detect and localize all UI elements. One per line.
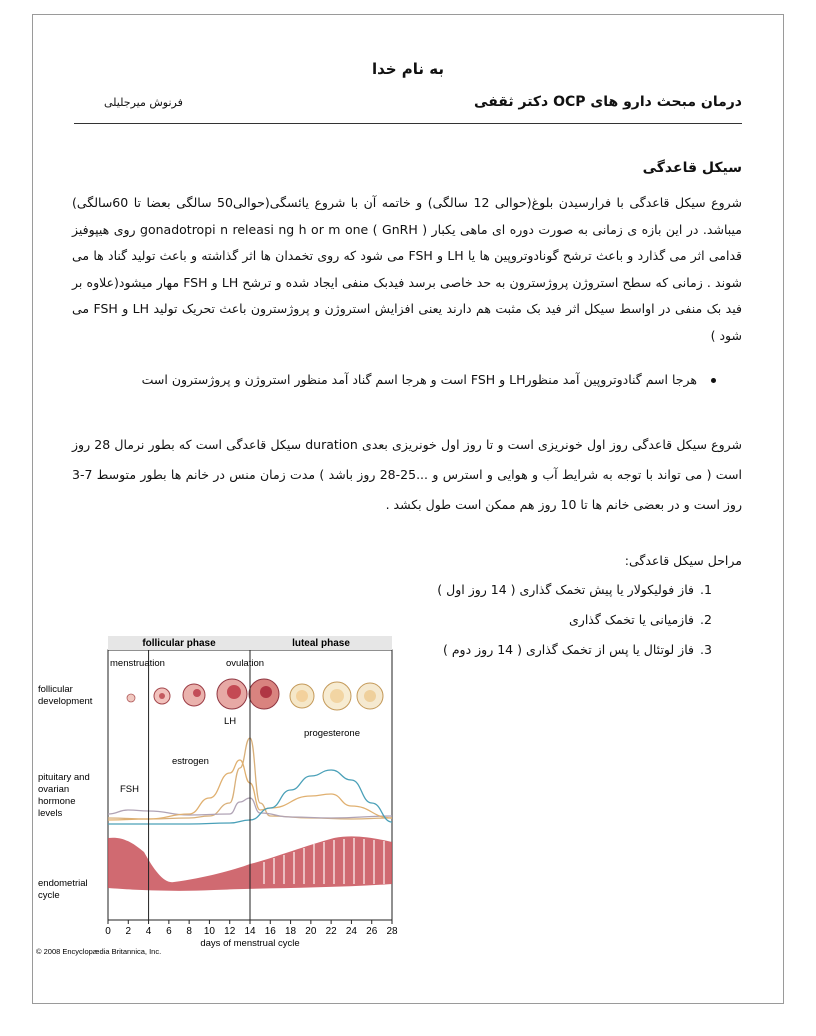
- x-tick-label: 8: [186, 926, 192, 937]
- paragraph-cycle-overview: شروع سیکل قاعدگی با فرارسیدن بلوغ(حوالی 12 سالگی) و خاتمه آن با شروع یائسگی(حوالی50 سالگی بعضا تا 60سالگی) میباشد. در این بازه ی زمانی به صورت دوره ای ماهی یکبار gonadotropi n releasi ng h or m one ( GnRH ) روی هیپوفیز قدامی اثر می گذارد و باعث ترشح گونادوتروپین ها یا LH و FSH می شود که روی تخمدان ها اثر گذاشته و باعث تولید گناد ها می شوند . زمانی که سطح استروژن پروژسترون به حد خاصی برسد فیدبک منفی ایجاد شده و ترشح LH و FSH مهار میشود(علاوه بر فید بک منفی در اواسط سیکل اثر فید بک مثبت هم دارند یعنی افزایش استروژن و پروژسترون باعث تحریک تولید LH و FSH می شود ): [72, 195, 743, 343]
- basmala: به نام خدا: [371, 60, 445, 78]
- x-tick-label: 18: [285, 926, 297, 937]
- list-number: 1.: [700, 582, 712, 597]
- x-tick-label: 10: [203, 926, 215, 937]
- row-label-pituitary-1: pituitary and: [38, 772, 90, 783]
- x-tick-label: 2: [125, 926, 132, 937]
- document-title: درمان مبحث دارو های OCP دکتر ثقفی: [474, 94, 742, 110]
- bullet-item: [76, 372, 716, 387]
- section-heading: سیکل قاعدگی: [642, 160, 742, 176]
- x-tick-label: 22: [325, 926, 337, 937]
- bullet-dot-icon: [711, 378, 716, 383]
- row-label-pituitary-2: ovarian: [38, 784, 70, 795]
- list-number: 3.: [700, 642, 712, 657]
- hormone-label-progesterone: progesterone: [304, 728, 360, 739]
- list-item: [320, 578, 720, 608]
- x-tick-label: 28: [386, 926, 398, 937]
- marker-label-menstruation: menstruation: [110, 658, 165, 669]
- phases-title: مراحل سیکل قاعدگی:: [624, 553, 742, 568]
- list-text: فاز فولیکولار یا پیش تخمک گذاری ( 14 روز اول ): [437, 582, 694, 597]
- x-tick-label: 26: [366, 926, 378, 937]
- row-label-follicular-1: follicular: [38, 684, 73, 695]
- author-name: فرنوش میرجلیلی: [104, 96, 183, 109]
- paragraph-cycle-duration: شروع سیکل قاعدگی روز اول خونریزی است و تا روز اول خونریزی بعدی duration سیکل قاعدگی است که بطور نرمال 28 روز است ( می تواند با توجه به شرایط آب و هوایی و استرس و ...25-28 روز باشد ) مدت زمان منس در خانم ها بطور متوسط 7-3 روز است و در بعضی خانم ها تا 10 روز هم ممکن است طول بکشد .: [72, 437, 743, 512]
- hormone-label-lh: LH: [224, 716, 237, 727]
- header-divider: [74, 123, 742, 124]
- hormone-label-fsh: FSH: [120, 784, 139, 795]
- follicle-development-icons: [127, 679, 383, 710]
- luteal-phase-label: luteal phase: [292, 638, 350, 649]
- x-tick-label: 24: [345, 926, 357, 937]
- row-label-endometrial-1: endometrial: [38, 878, 88, 889]
- x-tick-label: 4: [145, 926, 152, 937]
- x-tick-label: 16: [264, 926, 276, 937]
- x-axis: [105, 920, 398, 937]
- row-label-follicular-2: development: [38, 696, 93, 707]
- x-tick-label: 12: [224, 926, 236, 937]
- menstrual-cycle-figure: [34, 632, 414, 962]
- x-tick-label: 20: [305, 926, 317, 937]
- follicular-phase-label: follicular phase: [142, 638, 216, 649]
- x-tick-label: 0: [105, 926, 111, 937]
- list-text: فازمیانی یا تخمک گذاری: [569, 612, 694, 627]
- bullet-text: هرجا اسم گنادوتروپین آمد منظورLH و FSH است و هرجا اسم گناد آمد منظور استروژن و پروژسترون است: [141, 372, 697, 387]
- row-label-pituitary-4: levels: [38, 808, 63, 819]
- marker-label-ovulation: ovulation: [226, 658, 265, 669]
- list-text: فاز لوتئال یا پس از تخمک گذاری ( 14 روز دوم ): [442, 642, 694, 657]
- row-label-pituitary-3: hormone: [38, 796, 76, 807]
- row-label-endometrial-2: cycle: [38, 890, 60, 901]
- list-number: 2.: [700, 612, 712, 627]
- hormone-label-estrogen: estrogen: [172, 756, 209, 767]
- x-axis-title: days of menstrual cycle: [200, 938, 300, 949]
- x-tick-label: 6: [166, 926, 172, 937]
- copyright: © 2008 Encyclopædia Britannica, Inc.: [36, 947, 162, 956]
- x-tick-label: 14: [244, 926, 256, 937]
